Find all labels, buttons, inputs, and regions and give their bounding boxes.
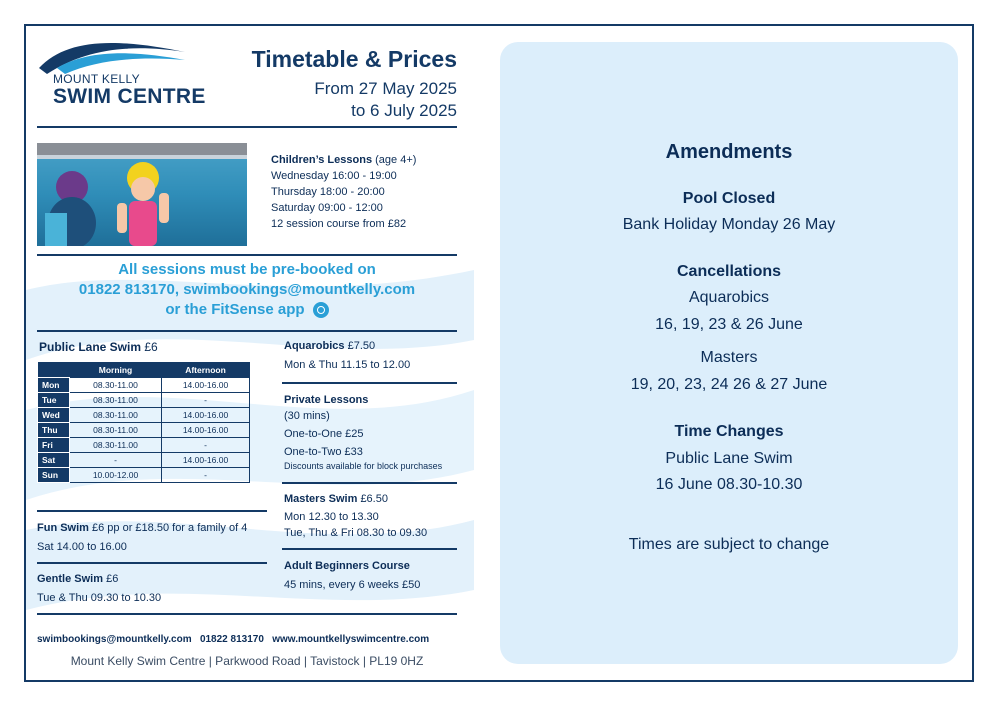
- amendments-title: Amendments: [665, 141, 793, 163]
- children-lessons-line: Thursday 18:00 - 20:00: [271, 186, 385, 198]
- cancel-aquarobics-dates: 16, 19, 23 & 26 June: [655, 316, 803, 333]
- table-row: [38, 378, 250, 393]
- table-row: [38, 453, 250, 468]
- aquarobics-price: £7.50: [347, 340, 376, 352]
- fitsense-app-icon: [313, 302, 329, 318]
- table-cell-afternoon: -: [162, 393, 250, 408]
- divider: [37, 254, 457, 256]
- table-cell-day: Fri: [38, 438, 70, 453]
- lane-swim-table: [37, 362, 250, 483]
- aquarobics: [284, 338, 410, 373]
- table-header-afternoon: Afternoon: [162, 362, 250, 378]
- footer-contacts: [37, 634, 457, 645]
- time-changes-label: Public Lane Swim: [665, 450, 793, 467]
- logo-line1: MOUNT KELLY: [53, 72, 140, 86]
- time-changes-title: Time Changes: [674, 423, 784, 440]
- divider: [282, 548, 457, 550]
- table-cell-afternoon: 14.00-16.00: [162, 378, 250, 393]
- page-title: Timetable & Prices: [251, 46, 457, 72]
- table-row: [38, 468, 250, 483]
- table-cell-morning: 08.30-11.00: [70, 408, 162, 423]
- notice-line3: or the FitSense app: [165, 301, 305, 318]
- divider: [37, 330, 457, 332]
- masters-swim: [284, 491, 427, 541]
- table-cell-day: Thu: [38, 423, 70, 438]
- children-lessons-title: Children’s Lessons: [271, 154, 373, 166]
- adult-beginners: [284, 558, 420, 593]
- lane-swim-price: £6: [144, 340, 158, 354]
- table-row: [38, 408, 250, 423]
- cancellations-title: Cancellations: [676, 263, 782, 280]
- pool-closed-title: Pool Closed: [682, 190, 776, 207]
- adult-beginners-title: Adult Beginners Course: [284, 560, 410, 572]
- table-cell-afternoon: 14.00-16.00: [162, 453, 250, 468]
- notice-line1: All sessions must be pre-booked on: [118, 261, 376, 278]
- private-one-to-one: One-to-One £25: [284, 428, 364, 440]
- private-discount-note: Discounts available for block purchases: [284, 461, 443, 471]
- divider: [37, 613, 457, 615]
- table-row: [38, 423, 250, 438]
- table-cell-afternoon: 14.00-16.00: [162, 408, 250, 423]
- masters-swim-price: £6.50: [360, 493, 388, 505]
- divider: [37, 126, 457, 128]
- aquarobics-time: Mon & Thu 11.15 to 12.00: [284, 359, 411, 371]
- table-cell-morning: 08.30-11.00: [70, 393, 162, 408]
- fun-swim-title: Fun Swim: [37, 522, 89, 534]
- booking-notice: [37, 260, 457, 320]
- gentle-swim-time: Tue & Thu 09.30 to 10.30: [37, 592, 162, 604]
- table-cell-day: Sun: [38, 468, 70, 483]
- logo-line2: SWIM CENTRE: [53, 85, 206, 108]
- private-lessons-sub: (30 mins): [284, 410, 330, 422]
- children-lessons: [271, 152, 416, 232]
- children-swimming-photo: [37, 143, 247, 246]
- table-cell-morning: 08.30-11.00: [70, 423, 162, 438]
- aquarobics-title: Aquarobics: [284, 340, 345, 352]
- cancel-masters-label: Masters: [700, 349, 758, 366]
- divider: [282, 482, 457, 484]
- table-cell-day: Sat: [38, 453, 70, 468]
- table-cell-afternoon: -: [162, 468, 250, 483]
- table-cell-morning: 08.30-11.00: [70, 438, 162, 453]
- footer-website[interactable]: www.mountkellyswimcentre.com: [272, 634, 430, 645]
- lane-swim-heading: [39, 339, 158, 355]
- gentle-swim: [37, 571, 161, 606]
- divider: [282, 382, 457, 384]
- children-lessons-line: Wednesday 16:00 - 19:00: [271, 170, 397, 182]
- swim-centre-logo: [37, 38, 217, 108]
- masters-swim-line1: Mon 12.30 to 13.30: [284, 511, 379, 523]
- table-header-morning: Morning: [70, 362, 162, 378]
- table-cell-morning: 10.00-12.00: [70, 468, 162, 483]
- pool-closed-text: Bank Holiday Monday 26 May: [622, 216, 836, 233]
- children-lessons-line: Saturday 09:00 - 12:00: [271, 202, 383, 214]
- notice-line2: 01822 813170, swimbookings@mountkelly.com: [78, 281, 416, 298]
- fun-swim-price: £6 pp or £18.50 for a family of 4: [92, 522, 248, 534]
- fun-swim: [37, 520, 247, 555]
- gentle-swim-title: Gentle Swim: [37, 573, 104, 585]
- cancel-masters-dates: 19, 20, 23, 24 26 & 27 June: [630, 376, 828, 393]
- table-cell-afternoon: -: [162, 438, 250, 453]
- table-cell-day: Mon: [38, 378, 70, 393]
- private-lessons-title: Private Lessons: [284, 394, 369, 406]
- table-row: [38, 393, 250, 408]
- date-range: [260, 78, 457, 122]
- table-row: [38, 438, 250, 453]
- table-cell-day: Wed: [38, 408, 70, 423]
- private-one-to-two: One-to-Two £33: [284, 446, 363, 458]
- divider: [37, 510, 267, 512]
- table-header-blank: [38, 362, 70, 378]
- footer-email[interactable]: swimbookings@mountkelly.com: [37, 634, 192, 645]
- table-cell-morning: 08.30-11.00: [70, 378, 162, 393]
- footer-address: Mount Kelly Swim Centre | Parkwood Road | Tavistock | PL19 0HZ: [70, 654, 424, 668]
- subject-to-change: Times are subject to change: [628, 536, 830, 553]
- children-lessons-age: (age 4+): [375, 154, 417, 166]
- footer-phone: 01822 813170: [199, 634, 264, 645]
- masters-swim-line2: Tue, Thu & Fri 08.30 to 09.30: [284, 527, 428, 539]
- date-to: to 6 July 2025: [351, 101, 457, 120]
- private-lessons: [284, 392, 442, 472]
- table-cell-morning: -: [70, 453, 162, 468]
- divider: [37, 562, 267, 564]
- masters-swim-title: Masters Swim: [284, 493, 358, 505]
- table-cell-afternoon: 14.00-16.00: [162, 423, 250, 438]
- gentle-swim-price: £6: [106, 573, 119, 585]
- lane-swim-title: Public Lane Swim: [39, 340, 142, 354]
- fun-swim-time: Sat 14.00 to 16.00: [37, 541, 127, 553]
- cancel-aquarobics-label: Aquarobics: [688, 289, 770, 306]
- table-cell-day: Tue: [38, 393, 70, 408]
- date-from: From 27 May 2025: [314, 79, 457, 98]
- time-changes-text: 16 June 08.30-10.30: [655, 476, 803, 493]
- children-lessons-line: 12 session course from £82: [271, 218, 407, 230]
- adult-beginners-line: 45 mins, every 6 weeks £50: [284, 579, 421, 591]
